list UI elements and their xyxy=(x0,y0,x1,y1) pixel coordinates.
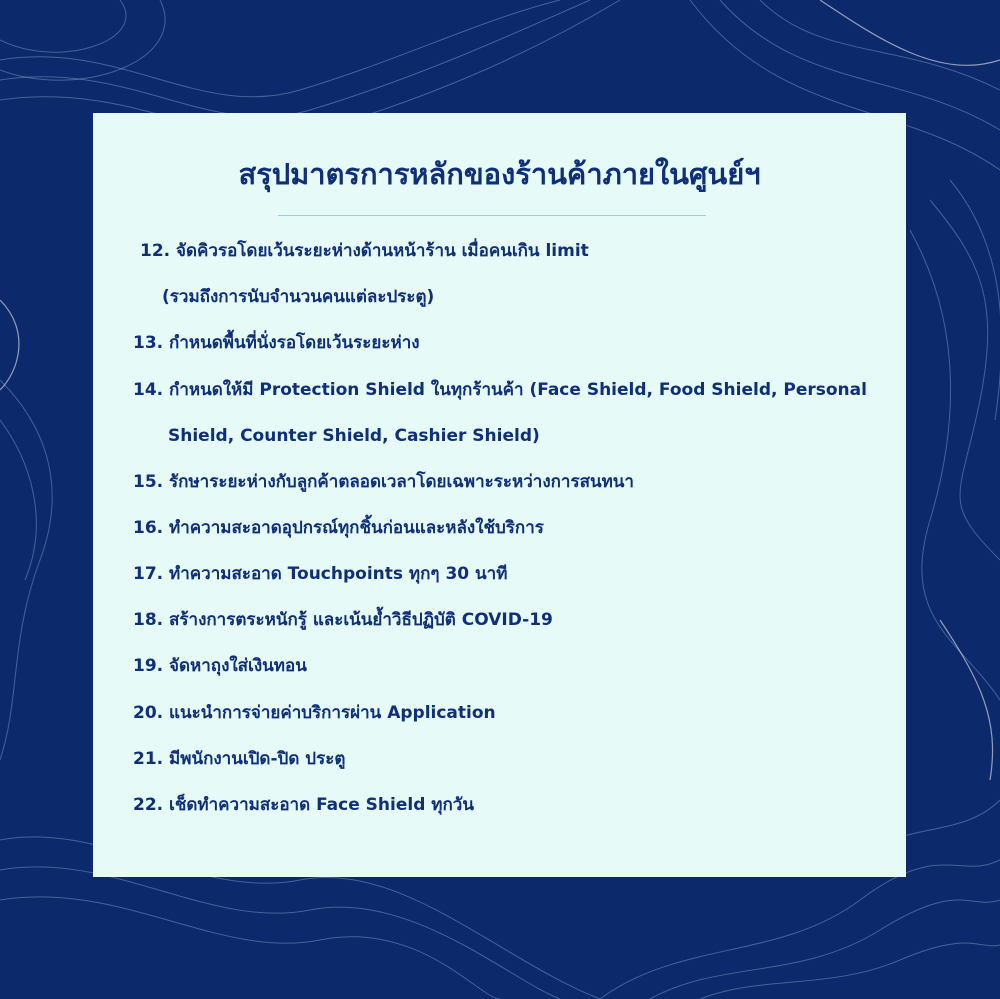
list-item: 20. แนะนำการจ่ายค่าบริการผ่าน Application xyxy=(133,703,496,723)
list-item: Shield, Counter Shield, Cashier Shield) xyxy=(168,426,540,446)
list-item: 16. ทำความสะอาดอุปกรณ์ทุกชิ้นก่อนและหลังใช้บริการ xyxy=(133,518,544,538)
list-item: 12. จัดคิวรอโดยเว้นระยะห่างด้านหน้าร้าน เมื่อคนเกิน limit xyxy=(140,241,589,261)
list-item: 13. กำหนดพื้นที่นั่งรอโดยเว้นระยะห่าง xyxy=(133,333,420,353)
list-item: (รวมถึงการนับจำนวนคนแต่ละประตู) xyxy=(162,287,435,307)
title-divider xyxy=(278,215,706,216)
page-title: สรุปมาตรการหลักของร้านค้าภายในศูนย์ฯ xyxy=(238,157,761,191)
list-item: 18. สร้างการตระหนักรู้ และเน้นย้ำวิธีปฏิบัติ COVID-19 xyxy=(133,610,553,630)
list-item: 21. มีพนักงานเปิด-ปิด ประตู xyxy=(133,749,346,769)
list-item: 15. รักษาระยะห่างกับลูกค้าตลอดเวลาโดยเฉพาะระหว่างการสนทนา xyxy=(133,472,634,492)
list-item: 14. กำหนดให้มี Protection Shield ในทุกร้านค้า (Face Shield, Food Shield, Personal xyxy=(133,380,867,400)
list-item: 22. เช็ดทำความสะอาด Face Shield ทุกวัน xyxy=(133,795,474,815)
list-item: 17. ทำความสะอาด Touchpoints ทุกๆ 30 นาที xyxy=(133,564,508,584)
list-item: 19. จัดหาถุงใส่เงินทอน xyxy=(133,656,307,676)
info-card xyxy=(93,113,906,877)
